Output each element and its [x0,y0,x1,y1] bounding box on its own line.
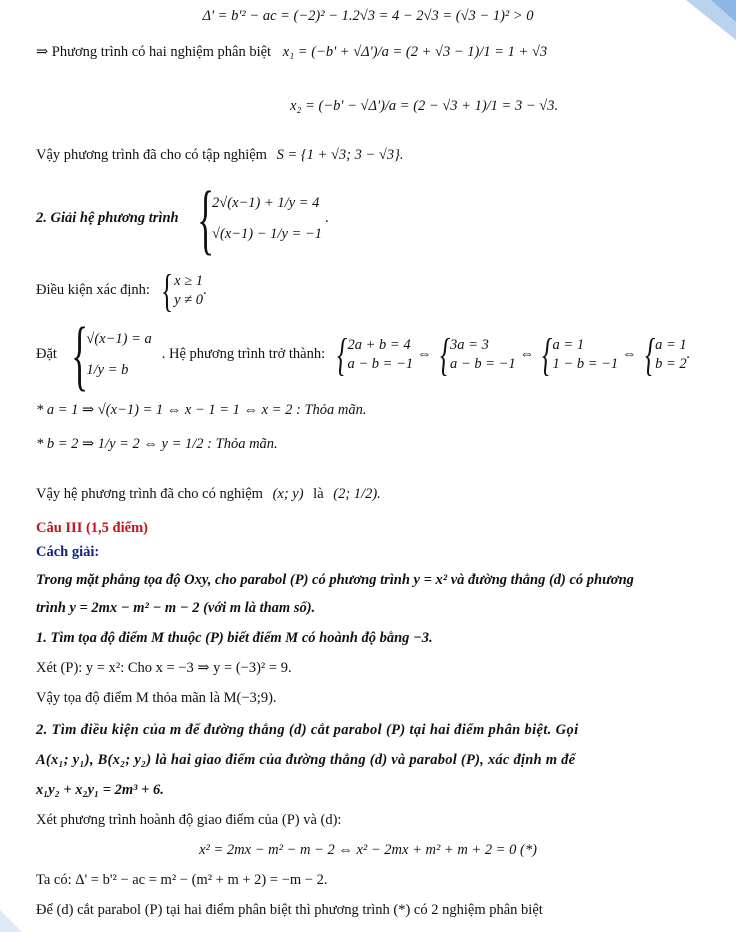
left-brace-icon: { [71,311,89,398]
statement-2: trình y = 2mx − m² − m − 2 (với m là tham số). [36,600,316,616]
delta-line-text: Δ' = b'² − ac = (−2)² − 1.2√3 = 4 − 2√3 = (√3 − 1)² > 0 [202,8,534,24]
part2-title-1: 2. Tìm điều kiện của m để đường thẳng (d) cắt parabol (P) tại hai điểm phân biệt. Gọi [36,722,579,738]
left-brace-icon: { [644,329,655,380]
intersect-eq-line [0,842,736,859]
substitution-system [61,311,152,398]
conclusion-intro: Vậy hệ phương trình đã cho có nghiệm [36,486,263,502]
last-line: Để (d) cắt parabol (P) tại hai điểm phân biệt thì phương trình (*) có 2 nghiệm phân biệt [36,902,543,918]
part2-title-line: 2. Giải hệ phương trình { 2√(x−1) + 1/y = 4 √(x−1) − 1/y = −1 . [36,175,329,262]
case-b-text: * b = 2 ⇒ 1/y = 2 ⇔ y = 1/2 : Thỏa mãn. [36,436,278,452]
system-eq2: √(x−1) − 1/y = −1 [212,226,322,242]
part1-result: Vậy tọa độ điểm M thỏa mãn là M(−3;9). [36,690,277,706]
ta-co-line: Ta có: Δ' = b'² − ac = m² − (m² + m + 2) = −m − 2. [36,872,328,888]
delta-line [0,8,736,25]
substitution-line [36,311,691,398]
x2-line [290,98,558,115]
left-brace-icon: { [542,329,553,380]
condition-2: y ≠ 0 [174,292,203,308]
conclusion-la: là [313,486,324,502]
statement-1: Trong mặt phẳng tọa độ Oxy, cho parabol (P) có phương trình y = x² và đường thẳng (d) có phương [36,572,634,588]
ab-systems: { 2a + b = 4 a − b = −1 ⇔ { 3a = 3 a − b = −1 ⇔ { a = 1 1 − b = −1 ⇔ { a = 1 b = 2 . [333,332,690,378]
case-a-text: * a = 1 ⇒ √(x−1) = 1 ⇔ x − 1 = 1 ⇔ x = 2 : Thỏa mãn. [36,402,367,418]
case-a [36,402,367,419]
part1-work: Xét (P): y = x²: Cho x = −3 ⇒ y = (−3)² = 9. [36,660,292,676]
ab-system-row: 3a = 3 [450,336,489,353]
method-heading: Cách giải: [36,544,100,560]
part1-title: 1. Tìm tọa độ điểm M thuộc (P) biết điểm M có hoành độ bằng −3. [36,630,433,646]
ab-system-1 [333,329,414,380]
ab-system-row: a = 1 [655,336,687,353]
intersect-intro: Xét phương trình hoành độ giao điểm của (P) và (d): [36,812,342,828]
two-roots-intro: ⇒ Phương trình có hai nghiệm phân biệt [36,44,272,60]
ab-system-row: a − b = −1 [450,356,516,372]
system-becomes: . Hệ phương trình trở thành: [161,346,326,363]
left-brace-icon: { [196,175,214,262]
solution-set-line [36,147,404,164]
watermark-icon [0,892,40,932]
section-heading: Câu III (1,5 điểm) [36,520,148,536]
ab-system-2 [436,329,516,380]
ab-system-row: b = 2 [655,356,687,372]
part2-title-3: x₁y₂ + x₂y₁ = 2m³ + 6. [36,782,164,798]
case-b [36,436,278,453]
left-brace-icon: { [337,329,348,380]
equivalence-icon: ⇔ [417,346,432,363]
sub-1: √(x−1) = a [86,330,152,347]
ab-system-row: a = 1 [552,336,585,353]
ab-system-row: a − b = −1 [347,356,414,372]
condition-line: Điều kiện xác định: { x ≥ 1 y ≠ 0 . [36,265,207,316]
conclusion-line [36,486,381,503]
left-brace-icon: { [439,329,450,380]
conclusion-xy: (x; y) [272,486,304,502]
ab-system-row: 1 − b = −1 [552,356,619,372]
condition-system [156,265,203,316]
x1-formula: x₁ = (−b' + √Δ')/a = (2 + √3 − 1)/1 = 1 + √3 [282,44,548,60]
system-equations [187,175,322,262]
intersect-eq: x² = 2mx − m² − m − 2 ⇔ x² − 2mx + m² + m + 2 = 0 (*) [199,842,537,858]
conclusion-value: (2; 1/2). [333,486,381,502]
solution-set: S = {1 + √3; 3 − √3}. [276,147,404,163]
equivalence-icon: ⇔ [519,346,535,363]
sub-2: 1/y = b [86,362,129,378]
two-roots-line [36,44,547,61]
part2-title-2: A(x₁; y₁), B(x₂; y₂) là hai giao điểm của đường thẳng (d) và parabol (P), xác định m để [36,752,576,768]
system-eq1: 2√(x−1) + 1/y = 4 [212,194,320,211]
substitution-label: Đặt [36,346,57,363]
x2-formula: x₂ = (−b' − √Δ')/a = (2 − √3 + 1)/1 = 3 − √3. [290,98,559,114]
solution-set-intro: Vậy phương trình đã cho có tập nghiệm [36,147,267,163]
ab-system-3 [538,329,619,380]
condition-1: x ≥ 1 [174,272,203,289]
equivalence-icon: ⇔ [622,346,637,363]
ab-system-4 [641,329,687,380]
left-brace-icon: { [160,265,174,316]
part2-title: 2. Giải hệ phương trình [36,210,179,227]
condition-label: Điều kiện xác định: [36,282,150,299]
ab-system-row: 2a + b = 4 [347,336,411,353]
